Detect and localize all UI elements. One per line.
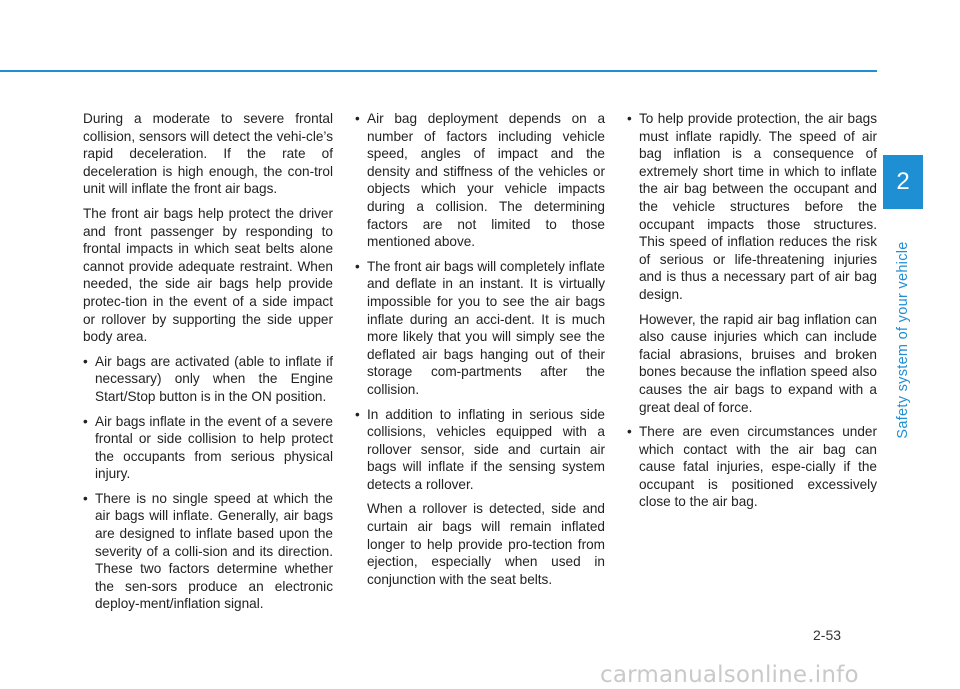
paragraph: During a moderate to severe frontal collision, sensors will detect the vehi-cle’s rapid deceleration. If the rate of deceleration is high enough, the con-trol unit will inflate the front air bags. <box>83 111 333 197</box>
bullet-icon: • <box>83 490 88 506</box>
bullet-item: • Air bag deployment depends on a number of factors including vehicle speed, angles of impact and the density and stiffness of the vehicles or objects which your vehicle impacts during a collision. The determining factors are not limited to those mentioned above. <box>355 111 605 250</box>
text-column-2 <box>355 110 605 595</box>
bullet-item: • There is no single speed at which the air bags will inflate. Generally, air bags are designed to inflate based upon the severity of a colli-sion and its direction. These two factors determine whether the sen-sors produce an electronic deploy-ment/inflation signal. <box>83 490 333 612</box>
bullet-item: • Air bags inflate in the event of a severe frontal or side collision to help protect the occupants from serious physical injury. <box>83 413 333 482</box>
bullet-icon: • <box>355 406 360 422</box>
bullet-icon: • <box>627 424 632 440</box>
bullet-item: • There are even circumstances under which contact with the air bag can cause fatal injuries, espe-cially if the occupant is positioned excessively close to the air bag. <box>627 424 877 510</box>
page-number: 2-53 <box>813 627 842 643</box>
bullet-item: • The front air bags will completely inflate and deflate in an instant. It is virtually impossible for you to see the air bags inflate during an acci-dent. It is much more likely that you will simply see the deflated air bags hanging out of their storage com-partments after the collision. <box>355 258 605 397</box>
bullet-item: • Air bags are activated (able to inflate if necessary) only when the Engine Start/Stop button is in the ON position. <box>83 353 333 404</box>
bullet-list <box>627 110 877 304</box>
paragraph: However, the rapid air bag inflation can also cause injuries which can include facial abrasions, bruises and broken bones because the inflation speed also causes the air bags to expand with a great deal of force. <box>639 311 877 415</box>
watermark: carmanualsonline.info <box>600 662 859 688</box>
bullet-icon: • <box>83 413 88 429</box>
text-column-3 <box>627 110 877 518</box>
header-rule <box>0 70 877 72</box>
bullet-list <box>355 110 605 493</box>
paragraph: When a rollover is detected, side and curtain air bags will remain inflated longer to help provide pro-tection from ejection, especially when used in conjunction with the seat belts. <box>367 501 605 587</box>
bullet-item: • In addition to inflating in serious side collisions, vehicles equipped with a rollover sensor, side and curtain air bags will inflate if the sensing system detects a rollover. <box>355 406 605 492</box>
bullet-icon: • <box>355 111 360 126</box>
bullet-list <box>627 423 877 511</box>
bullet-icon: • <box>627 111 632 126</box>
bullet-list <box>83 353 333 613</box>
bullet-item: • To help provide protection, the air bags must inflate rapidly. The speed of air bag inflation is a consequence of extremely short time in which to inflate the air bag between the occupant and the vehicle structures before the occupant impacts those structures. This speed of inflation reduces the risk of serious or life-threatening injuries and is thus a necessary part of air bag design. <box>627 111 877 302</box>
paragraph: The front air bags help protect the driver and front passenger by responding to frontal impacts in which seat belts alone cannot provide adequate restraint. When needed, the side air bags help provide protec-tion in the event of a side impact or rollover by supporting the side upper body area. <box>83 205 333 345</box>
chapter-tab: 2 <box>883 155 923 209</box>
bullet-icon: • <box>355 258 360 274</box>
bullet-icon: • <box>83 353 88 369</box>
text-column-1 <box>83 110 333 620</box>
